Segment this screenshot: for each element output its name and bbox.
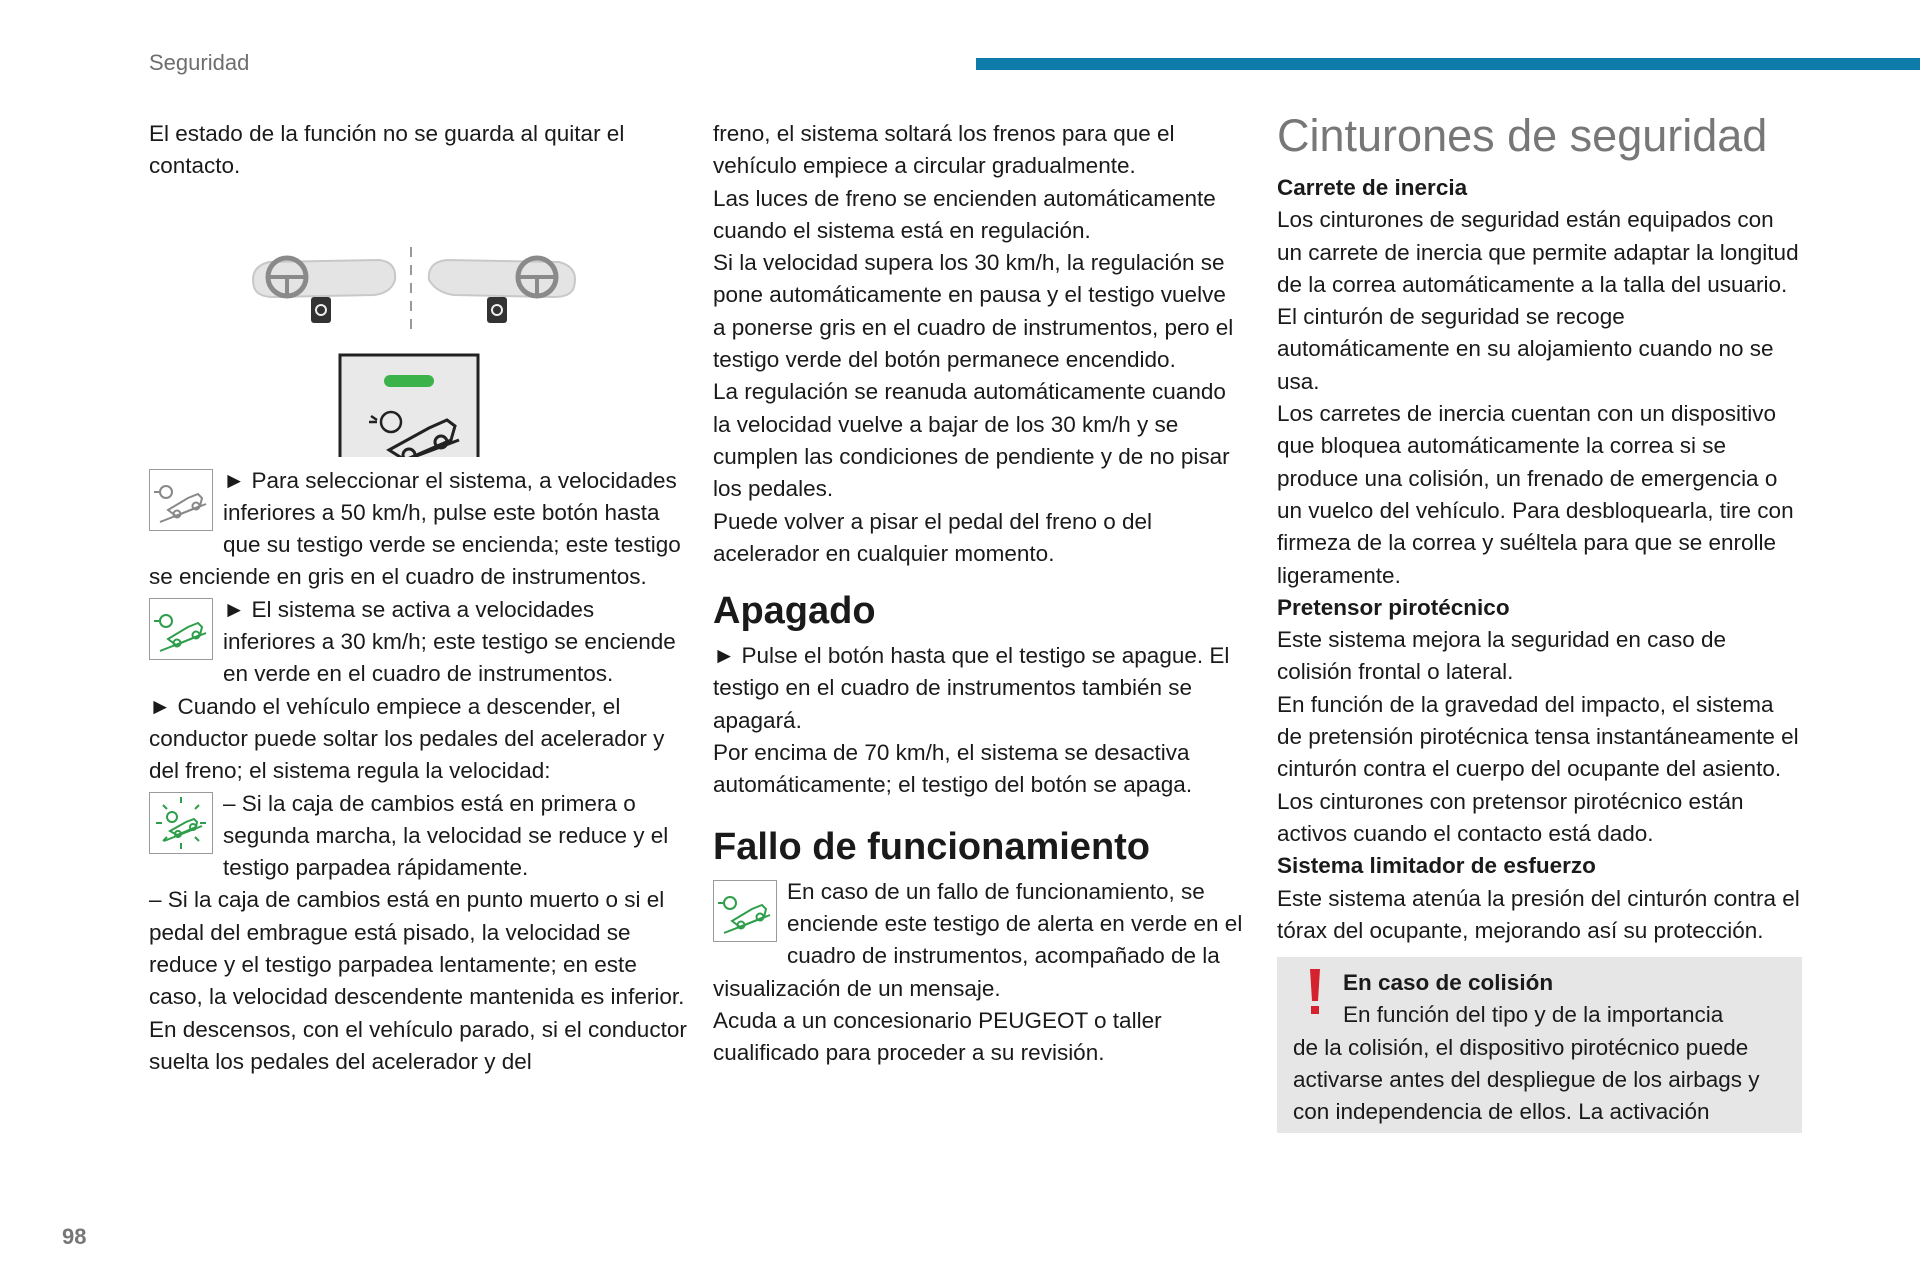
- note-title: En caso de colisión: [1343, 970, 1554, 996]
- column-right: [1277, 110, 1802, 1133]
- pretensor-impact-paragraph: En función de la gravedad del impacto, el sistema de pretensión pirotécnica tensa instantáneamente el cinturón contra el cuerpo del ocupante del asiento.: [1277, 691, 1799, 782]
- collision-note: [1277, 957, 1802, 1132]
- fallo-text: En caso de un fallo de funcionamiento, se enciende este testigo de alerta en verde en el cuadro de instrumentos, acompañado de la visualización de un mensaje.: [713, 878, 1243, 1001]
- system-active-text: ► El sistema se activa a velocidades inferiores a 30 km/h; este testigo se enciende en verde en el cuadro de instrumentos.: [223, 596, 676, 687]
- apagado-paragraph: ► Pulse el botón hasta que el testigo se apague. El testigo en el cuadro de instrumentos también se apagará.: [713, 643, 1230, 733]
- column-middle: [713, 118, 1243, 1069]
- descend-paragraph: ► Cuando el vehículo empiece a descender, el conductor puede soltar los pedales del acelerador y del freno; el sistema regula la velocidad:: [149, 693, 665, 784]
- steering-button-illustration: [149, 205, 689, 457]
- select-system-item: [149, 465, 689, 594]
- hill-descent-grey-icon: [149, 469, 213, 531]
- pretensor-heading: Pretensor pirotécnico: [1277, 594, 1510, 620]
- pretensor-paragraph: Este sistema mejora la seguridad en caso de colisión frontal o lateral.: [1277, 627, 1726, 685]
- select-system-text: ► Para seleccionar el sistema, a velocidades inferiores a 50 km/h, pulse este botón hasta que su testigo verde se encienda; este testigo se enciende en gris en el cuadro de instrumentos.: [149, 467, 681, 590]
- gear-text: – Si la caja de cambios está en primera o segunda marcha, la velocidad se reduce y el testigo parpadea rápidamente.: [223, 790, 669, 881]
- fallo-heading: Fallo de funcionamiento: [713, 825, 1151, 868]
- carrete-lock-paragraph: Los carretes de inercia cuentan con un dispositivo que bloquea automáticamente la correa si se produce una colisión, un frenado de emergencia o un vuelco del vehículo. Para desbloquearla, tire con firmeza de la correa y suéltela para que se enrolle ligeramente.: [1277, 401, 1794, 588]
- fallo-action-paragraph: Acuda a un concesionario PEUGEOT o taller cualificado para proceder a su revisión.: [713, 1007, 1162, 1066]
- apagado-heading: Apagado: [713, 590, 876, 633]
- header-accent-bar: [976, 58, 1920, 70]
- limitador-heading: Sistema limitador de esfuerzo: [1277, 853, 1596, 879]
- note-text-rest: de la colisión, el dispositivo pirotécnico puede activarse antes del despliegue de los airbags y con independencia de ellos. La activación: [1293, 1034, 1760, 1125]
- fallo-item: [713, 876, 1243, 1005]
- limitador-paragraph: Este sistema atenúa la presión del cinturón contra el tórax del ocupante, mejorando así su protección.: [1277, 885, 1800, 943]
- carrete-heading: Carrete de inercia: [1277, 175, 1468, 200]
- continue-paragraph: freno, el sistema soltará los frenos para que el vehículo empiece a circular gradualmente.: [713, 121, 1175, 179]
- system-active-item: [149, 594, 689, 691]
- neutral-paragraph: – Si la caja de cambios está en punto muerto o si el pedal del embrague está pisado, la velocidad se reduce y el testigo parpadea lentamente; en este caso, la velocidad descendente mantenida es inferior.: [149, 887, 685, 1010]
- gear-item: [149, 788, 689, 885]
- pedal-paragraph: Puede volver a pisar el pedal del freno o del acelerador en cualquier momento.: [713, 508, 1153, 566]
- brake-lights-paragraph: Las luces de freno se encienden automáticamente cuando el sistema está en regulación.: [713, 185, 1216, 243]
- page-number: 98: [62, 1224, 87, 1249]
- hill-descent-green-icon: [149, 598, 213, 660]
- speed-pause-paragraph: Si la velocidad supera los 30 km/h, la regulación se pone automáticamente en pausa y el testigo vuelve a ponerse gris en el cuadro de instrumentos, pero el testigo verde del botón permanece encendido.: [713, 250, 1234, 373]
- descent-stop-paragraph: En descensos, con el vehículo parado, si el conductor suelta los pedales del acelerador y del: [149, 1016, 687, 1074]
- column-left: [149, 118, 689, 1078]
- dashboard-illustration: [149, 205, 689, 457]
- apagado-auto-paragraph: Por encima de 70 km/h, el sistema se desactiva automáticamente; el testigo del botón se apaga.: [713, 740, 1193, 798]
- hill-descent-alert-icon: [713, 880, 777, 942]
- page-title: Cinturones de seguridad: [1277, 110, 1768, 161]
- note-text-first: En función del tipo y de la importancia: [1343, 1002, 1724, 1028]
- intro-paragraph: El estado de la función no se guarda al quitar el contacto.: [149, 121, 625, 179]
- section-header: Seguridad: [149, 50, 250, 75]
- pretensor-active-paragraph: Los cinturones con pretensor pirotécnico están activos cuando el contacto está dado.: [1277, 788, 1744, 846]
- resume-paragraph: La regulación se reanuda automáticamente cuando la velocidad vuelve a bajar de los 30 km/h y se cumplen las condiciones de pendiente y de no pisar los pedales.: [713, 379, 1230, 502]
- carrete-paragraph: Los cinturones de seguridad están equipados con un carrete de inercia que permite adaptar la longitud de la correa automáticamente a la talla del usuario. El cinturón de seguridad se recoge automáticamente en su alojamiento cuando no se usa.: [1277, 207, 1799, 394]
- hill-descent-flashing-icon: [149, 792, 213, 854]
- exclamation-warning-icon: [1299, 967, 1331, 1017]
